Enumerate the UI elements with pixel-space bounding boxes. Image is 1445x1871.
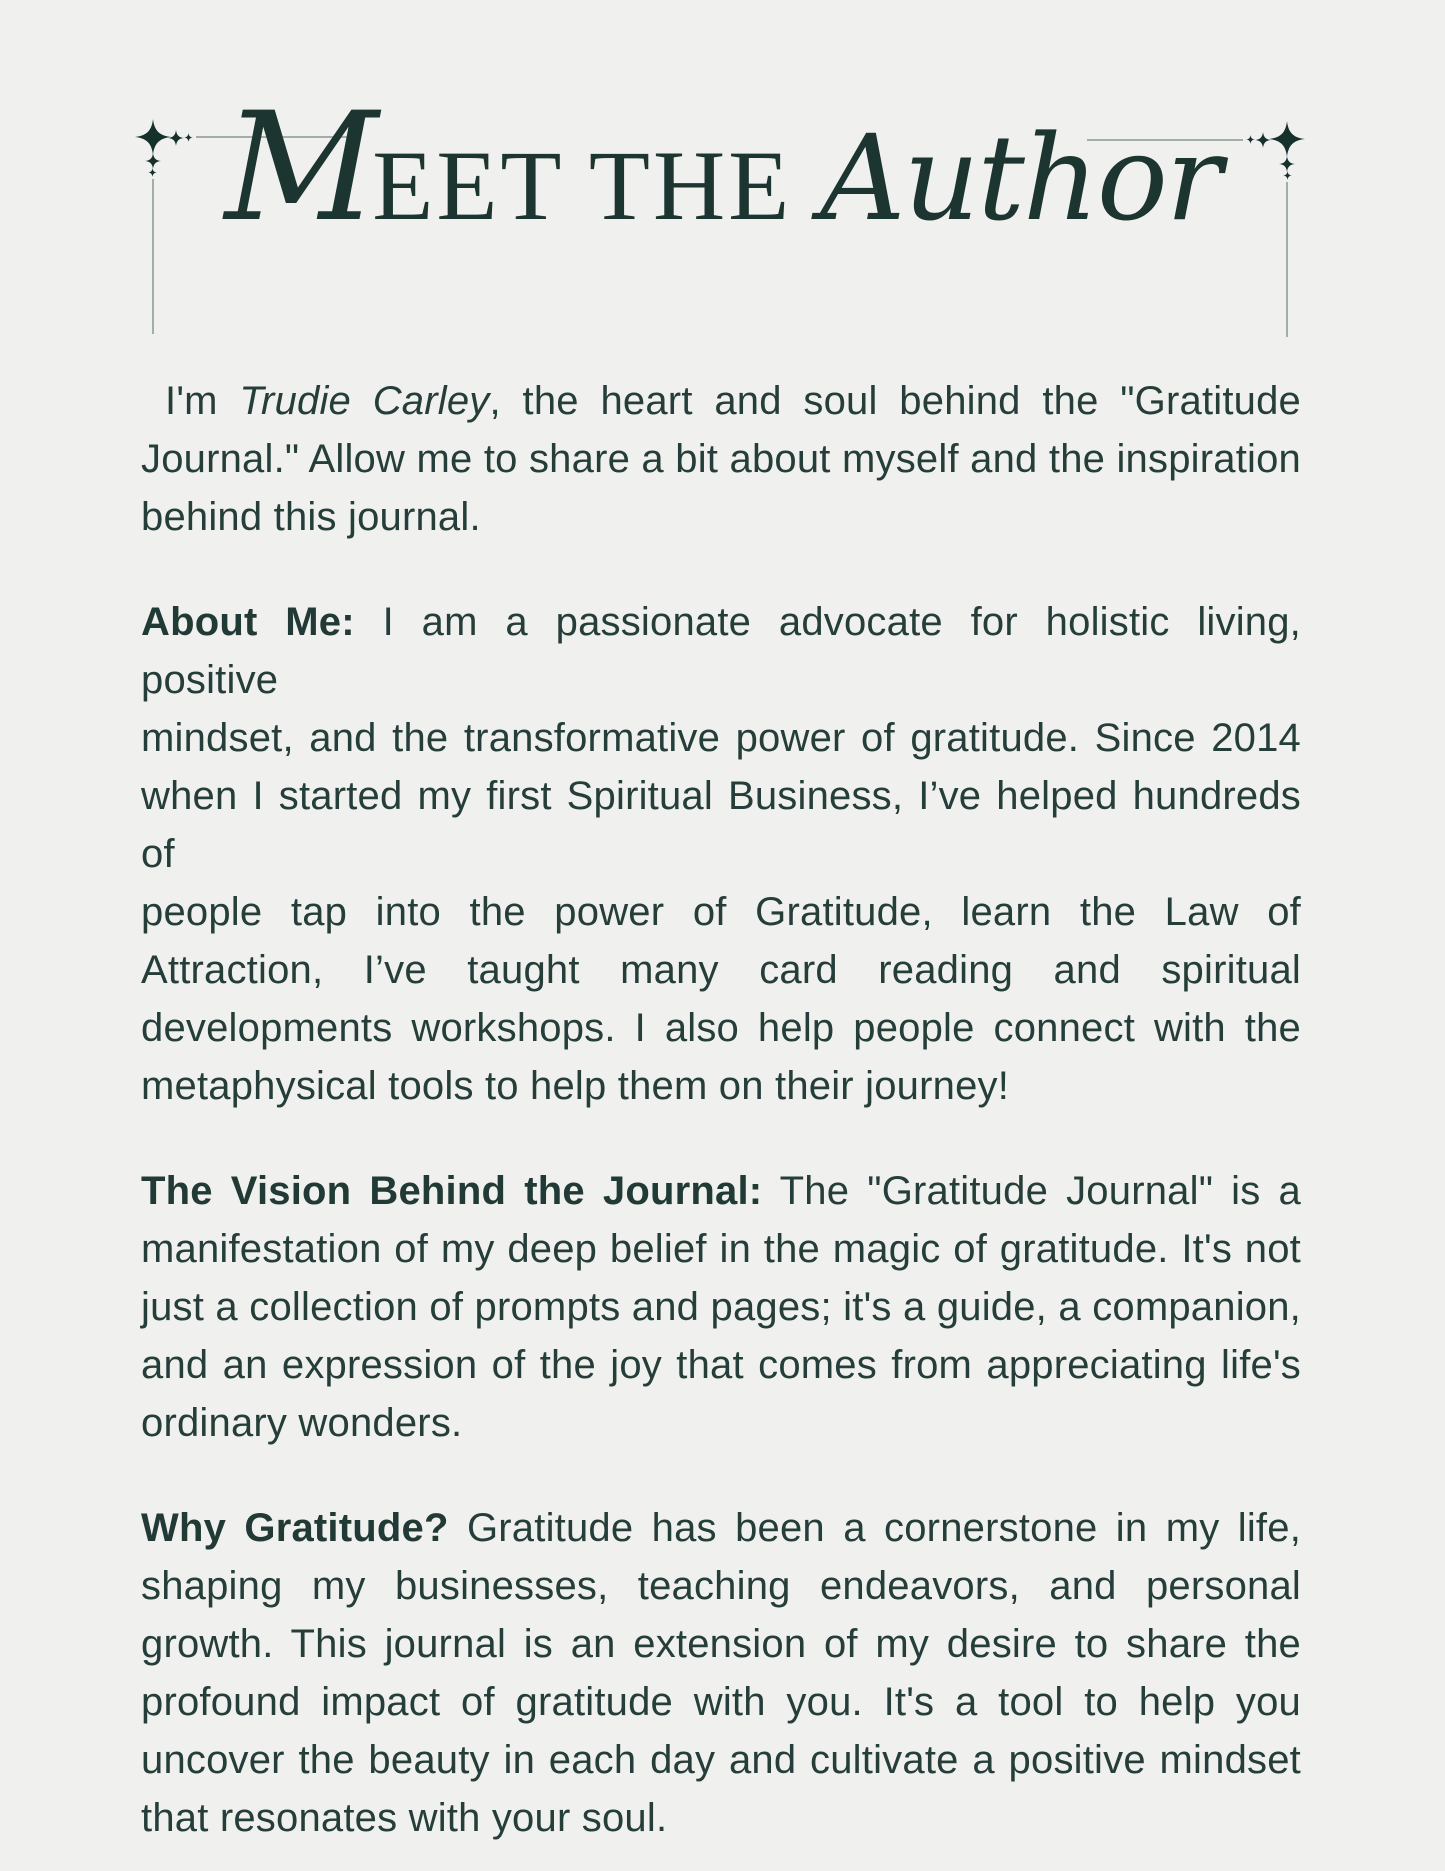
text-segment: ordinary wonders. bbox=[141, 1401, 463, 1445]
text-line bbox=[141, 941, 1301, 999]
text-line bbox=[141, 1220, 1301, 1278]
author-bio-text bbox=[141, 372, 1301, 1847]
section-lead-in: The Vision Behind the Journal: bbox=[141, 1169, 763, 1213]
text-segment: The "Gratitude Journal" is a bbox=[762, 1169, 1302, 1213]
text-segment: behind this journal. bbox=[141, 495, 481, 539]
page-title-script: Author bbox=[820, 109, 1221, 247]
paragraph bbox=[141, 1499, 1301, 1847]
text-segment: developments workshops. I also help people connect with the bbox=[141, 1006, 1301, 1050]
text-segment: uncover the beauty in each day and cultivate a positive mindset bbox=[141, 1738, 1301, 1782]
text-segment: Journal." Allow me to share a bit about myself and the inspiration bbox=[141, 437, 1301, 481]
page-title bbox=[0, 81, 1445, 255]
text-segment: that resonates with your soul. bbox=[141, 1796, 668, 1840]
text-line bbox=[141, 1499, 1301, 1557]
text-line bbox=[141, 593, 1301, 709]
text-line bbox=[141, 1162, 1301, 1220]
author-name: Trudie Carley bbox=[239, 379, 490, 423]
text-line bbox=[141, 1057, 1301, 1115]
text-line bbox=[141, 1394, 1301, 1452]
text-segment: mindset, and the transformative power of gratitude. Since 2014 bbox=[141, 716, 1301, 760]
text-segment: manifestation of my deep belief in the magic of gratitude. It's not bbox=[141, 1227, 1301, 1271]
page-title-caps: EET THE bbox=[372, 130, 793, 241]
text-segment: shaping my businesses, teaching endeavors, and personal bbox=[141, 1564, 1301, 1608]
text-line bbox=[141, 488, 1301, 546]
text-line bbox=[141, 709, 1301, 767]
paragraph bbox=[141, 593, 1301, 1115]
text-segment: when I started my first Spiritual Business, I’ve helped hundreds of bbox=[141, 774, 1301, 876]
text-segment: Gratitude has been a cornerstone in my life, bbox=[448, 1506, 1302, 1550]
text-segment: , the heart and soul behind the "Gratitude bbox=[489, 379, 1302, 423]
section-lead-in: Why Gratitude? bbox=[141, 1506, 449, 1550]
text-segment: and an expression of the joy that comes from appreciating life's bbox=[141, 1343, 1301, 1387]
text-segment: I am a passionate advocate for holistic living, positive bbox=[141, 600, 1301, 702]
text-line bbox=[141, 1278, 1301, 1336]
text-line bbox=[141, 999, 1301, 1057]
paragraph bbox=[141, 372, 1301, 546]
text-segment: people tap into the power of Gratitude, learn the Law of bbox=[141, 890, 1301, 934]
text-segment: profound impact of gratitude with you. It's a tool to help you bbox=[141, 1680, 1301, 1724]
text-line bbox=[141, 1336, 1301, 1394]
text-line bbox=[141, 883, 1301, 941]
page-title-initial: M bbox=[224, 81, 373, 255]
text-segment: metaphysical tools to help them on their journey! bbox=[141, 1064, 1010, 1108]
text-line bbox=[141, 1731, 1301, 1789]
text-line bbox=[141, 767, 1301, 883]
paragraph bbox=[141, 1162, 1301, 1452]
text-segment: I'm bbox=[165, 379, 240, 423]
text-line bbox=[141, 1557, 1301, 1615]
text-segment: just a collection of prompts and pages; it's a guide, a companion, bbox=[141, 1285, 1301, 1329]
text-segment: Attraction, I’ve taught many card reading and spiritual bbox=[141, 948, 1301, 992]
text-line bbox=[141, 1789, 1301, 1847]
text-segment: growth. This journal is an extension of my desire to share the bbox=[141, 1622, 1301, 1666]
text-line bbox=[141, 372, 1301, 430]
text-line bbox=[141, 1615, 1301, 1673]
text-line bbox=[141, 430, 1301, 488]
text-line bbox=[141, 1673, 1301, 1731]
section-lead-in: About Me: bbox=[141, 600, 355, 644]
